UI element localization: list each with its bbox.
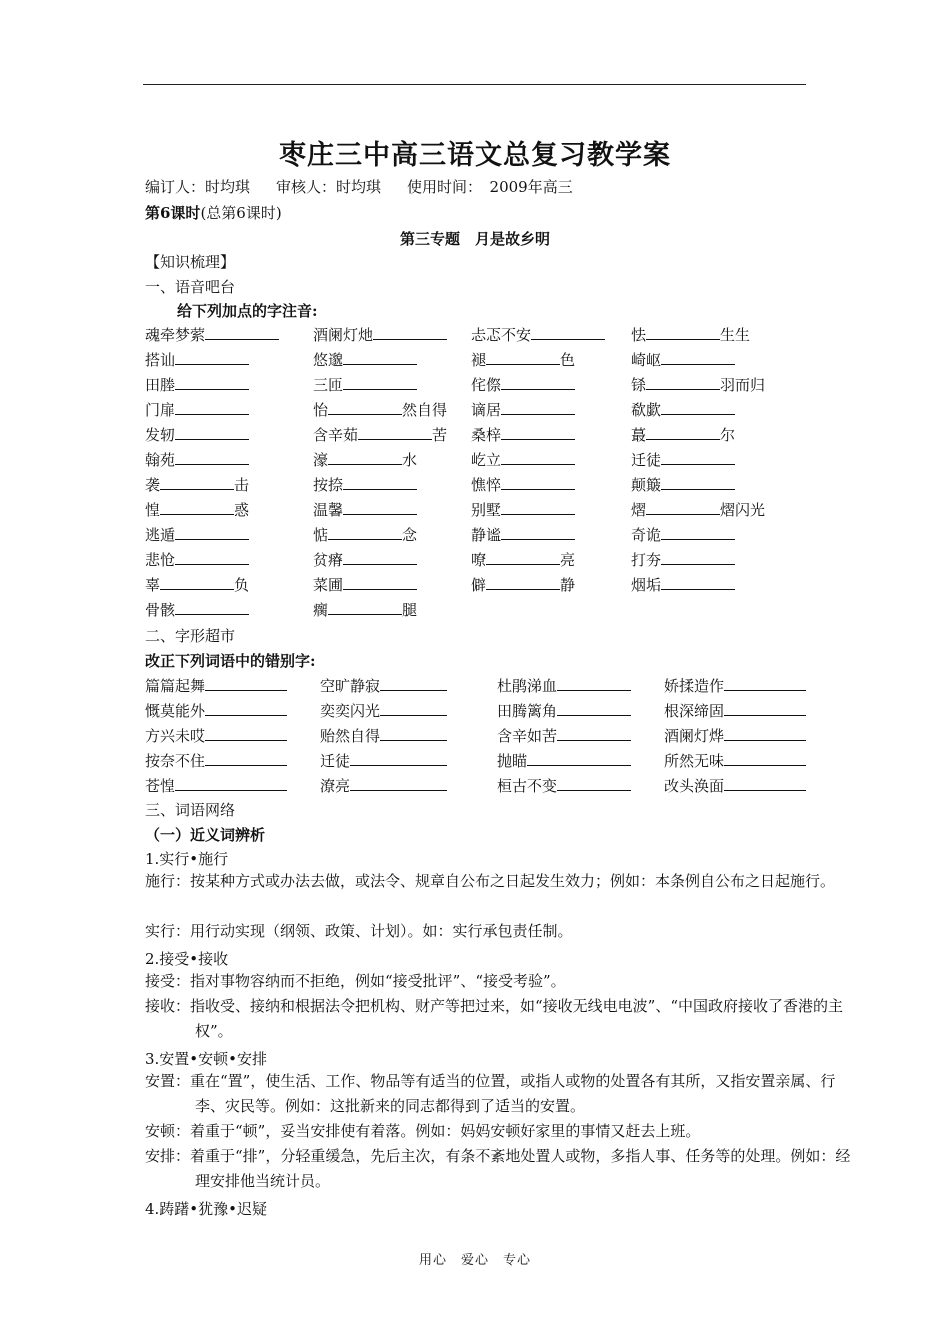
word-suffix: 羽而归 (720, 376, 766, 394)
typo-item (497, 675, 631, 697)
answer-blank[interactable] (380, 700, 447, 716)
word-text: 奇诡 (631, 526, 662, 544)
section2-heading: 二、字形超市 (145, 627, 236, 645)
answer-blank[interactable] (175, 374, 249, 390)
word-text: 憔悴 (471, 476, 502, 494)
answer-blank[interactable] (160, 499, 234, 515)
answer-blank[interactable] (358, 424, 432, 440)
answer-blank[interactable] (531, 324, 605, 340)
word-text: 铩 (631, 376, 647, 394)
word-text: 袭 (145, 476, 161, 494)
answer-blank[interactable] (343, 374, 417, 390)
answer-blank[interactable] (328, 449, 402, 465)
word-text: 悠邈 (313, 351, 344, 369)
pinyin-item (313, 599, 417, 621)
pinyin-item (631, 499, 765, 521)
typo-item (664, 775, 806, 797)
word-text: 发轫 (145, 426, 176, 444)
pinyin-item (631, 574, 735, 596)
answer-blank[interactable] (501, 374, 575, 390)
word-text: 辜 (145, 576, 161, 594)
pinyin-item (471, 424, 575, 446)
answer-blank[interactable] (205, 675, 287, 691)
pinyin-item (631, 449, 735, 471)
word-suffix: 苦 (432, 426, 448, 444)
pinyin-item (145, 474, 249, 496)
word-suffix: 熠闪光 (720, 501, 766, 519)
word-text: 惦 (313, 526, 329, 544)
word-text: 怡 (313, 401, 329, 419)
typo-item (320, 675, 447, 697)
answer-blank[interactable] (661, 524, 735, 540)
word-text: 田塍 (145, 376, 176, 394)
word-text: 静谧 (471, 526, 502, 544)
answer-blank[interactable] (501, 474, 575, 490)
knowledge-heading: 【知识梳理】 (145, 253, 236, 271)
word-suffix: 惑 (234, 501, 250, 519)
pinyin-item (145, 349, 249, 371)
pinyin-item (145, 424, 249, 446)
word-suffix: 色 (560, 351, 576, 369)
answer-blank[interactable] (661, 574, 735, 590)
word-text: 翰苑 (145, 451, 176, 469)
editor: 编订人：时均琪 (145, 178, 251, 196)
pinyin-item (313, 449, 417, 471)
word-text: 含辛茹 (313, 426, 359, 444)
answer-blank[interactable] (501, 524, 575, 540)
page-footer: 用心 爱心 专心 (418, 1253, 531, 1268)
answer-blank[interactable] (160, 474, 234, 490)
pinyin-item (145, 574, 249, 596)
pinyin-item (313, 574, 417, 596)
pinyin-item (471, 324, 605, 346)
pinyin-item (145, 399, 249, 421)
answer-blank[interactable] (724, 725, 806, 741)
word-text: 慨莫能外 (145, 702, 206, 720)
pinyin-item (313, 374, 417, 396)
synonym-group-title: 3.安置•安顿•安排 (145, 1050, 268, 1068)
pinyin-item (471, 549, 575, 571)
answer-blank[interactable] (175, 399, 249, 415)
answer-blank[interactable] (557, 775, 631, 791)
pinyin-item (145, 449, 249, 471)
word-text: 贫瘠 (313, 551, 344, 569)
answer-blank[interactable] (501, 499, 575, 515)
answer-blank[interactable] (724, 700, 806, 716)
word-text: 田腾篱角 (497, 702, 558, 720)
definition-text: 安置：重在“置”，使生活、工作、物品等有适当的位置，或指人或物的处置各有其所，又指安置亲属、行李、灾民等。例如：这批新来的同志都得到了适当的安置。 (145, 1072, 836, 1115)
answer-blank[interactable] (175, 549, 249, 565)
answer-blank[interactable] (557, 675, 631, 691)
answer-blank[interactable] (343, 474, 417, 490)
pinyin-item (471, 449, 575, 471)
typo-item (145, 750, 287, 772)
answer-blank[interactable] (661, 474, 735, 490)
answer-blank[interactable] (373, 324, 447, 340)
word-text: 桓古不变 (497, 777, 558, 795)
answer-blank[interactable] (646, 374, 720, 390)
word-text: 方兴未哎 (145, 727, 206, 745)
lesson-line (145, 202, 282, 223)
synonym-group-title: 1.实行•施行 (145, 850, 229, 868)
answer-blank[interactable] (661, 449, 735, 465)
answer-blank[interactable] (501, 449, 575, 465)
word-text: 酒阑灯灺 (313, 326, 374, 344)
pinyin-item (471, 474, 575, 496)
pinyin-item (471, 499, 575, 521)
pinyin-item (631, 324, 750, 346)
word-text: 温馨 (313, 501, 344, 519)
word-text: 侘傺 (471, 376, 502, 394)
synonym-group-title: 2.接受•接收 (145, 950, 229, 968)
word-suffix: 亮 (560, 551, 576, 569)
typo-item (497, 725, 631, 747)
word-text: 欷歔 (631, 401, 662, 419)
pinyin-item (313, 524, 417, 546)
top-rule (143, 84, 806, 85)
word-text: 杜鹃涕血 (497, 677, 558, 695)
word-suffix: 尔 (720, 426, 736, 444)
word-text: 逃遁 (145, 526, 176, 544)
definition-text: 安排：着重于“排”，分轻重缓急，先后主次，有条不紊地处置人或物，多指人事、任务等的处理。例如：经理安排他当统计员。 (145, 1147, 851, 1190)
word-text: 含辛如苦 (497, 727, 558, 745)
pinyin-item (631, 424, 735, 446)
pinyin-item (631, 474, 735, 496)
pinyin-item (471, 349, 575, 371)
word-text: 魂牵梦萦 (145, 326, 206, 344)
answer-blank[interactable] (724, 750, 806, 766)
section1-heading: 一、语音吧台 (145, 278, 236, 296)
word-text: 按捺 (313, 476, 344, 494)
answer-blank[interactable] (205, 725, 287, 741)
word-text: 蕞 (631, 426, 647, 444)
word-text: 菜圃 (313, 576, 344, 594)
word-text: 僻 (471, 576, 487, 594)
answer-blank[interactable] (175, 424, 249, 440)
pinyin-item (145, 374, 249, 396)
word-suffix: 击 (234, 476, 250, 494)
pinyin-item (313, 499, 417, 521)
answer-blank[interactable] (646, 499, 720, 515)
answer-blank[interactable] (724, 775, 806, 791)
word-text: 怯 (631, 326, 647, 344)
answer-blank[interactable] (661, 549, 735, 565)
word-text: 门扉 (145, 401, 176, 419)
usage-time: 使用时间： 2009年高三 (407, 178, 573, 196)
word-text: 惶 (145, 501, 161, 519)
typo-item (320, 750, 447, 772)
pinyin-item (313, 424, 447, 446)
answer-blank[interactable] (501, 424, 575, 440)
word-text: 桑梓 (471, 426, 502, 444)
typo-item (320, 725, 447, 747)
pinyin-item (313, 549, 417, 571)
pinyin-item (471, 399, 575, 421)
typo-item (145, 675, 287, 697)
word-text: 濠 (313, 451, 329, 469)
word-text: 嘹 (471, 551, 487, 569)
word-text: 崎岖 (631, 351, 662, 369)
section1-instruction: 给下列加点的字注音: (177, 302, 318, 320)
word-text: 根深缔固 (664, 702, 725, 720)
definition-text: 接受：指对事物容纳而不拒绝，例如“接受批评”、“接受考验”。 (145, 972, 566, 990)
answer-blank[interactable] (160, 574, 234, 590)
pinyin-item (313, 474, 417, 496)
typo-item (497, 700, 631, 722)
pinyin-item (145, 524, 249, 546)
typo-item (320, 775, 447, 797)
answer-blank[interactable] (350, 775, 447, 791)
pinyin-item (145, 549, 249, 571)
word-text: 悲怆 (145, 551, 176, 569)
word-text: 瘸 (313, 601, 329, 619)
section2-instruction: 改正下列词语中的错别字: (145, 652, 316, 670)
answer-blank[interactable] (175, 599, 249, 615)
answer-blank[interactable] (175, 524, 249, 540)
meta-line (145, 176, 573, 197)
word-text: 别墅 (471, 501, 502, 519)
pinyin-item (631, 399, 735, 421)
typo-item (145, 700, 287, 722)
answer-blank[interactable] (380, 675, 447, 691)
word-text: 骨骸 (145, 601, 176, 619)
answer-blank[interactable] (486, 574, 560, 590)
typo-item (497, 775, 631, 797)
answer-blank[interactable] (350, 750, 447, 766)
lesson-total: (总第6课时) (200, 204, 282, 222)
word-text: 娇揉造作 (664, 677, 725, 695)
word-suffix: 静 (560, 576, 576, 594)
definition-text: 安顿：着重于“顿”，妥当安排使有着落。例如：妈妈安顿好家里的事情又赶去上班。 (145, 1122, 701, 1140)
typo-item (320, 700, 447, 722)
word-suffix: 念 (402, 526, 418, 544)
answer-blank[interactable] (557, 725, 631, 741)
answer-blank[interactable] (661, 349, 735, 365)
answer-blank[interactable] (175, 775, 287, 791)
answer-blank[interactable] (343, 499, 417, 515)
pinyin-item (631, 374, 765, 396)
word-text: 篇篇起舞 (145, 677, 206, 695)
word-text: 褪 (471, 351, 487, 369)
document-title: 枣庄三中高三语文总复习教学案 (279, 140, 671, 171)
word-text: 贻然自得 (320, 727, 381, 745)
answer-blank[interactable] (343, 349, 417, 365)
word-suffix: 生生 (720, 326, 751, 344)
word-text: 空旷静寂 (320, 677, 381, 695)
word-text: 屹立 (471, 451, 502, 469)
word-text: 颠簸 (631, 476, 662, 494)
pinyin-item (631, 349, 735, 371)
answer-blank[interactable] (661, 399, 735, 415)
word-suffix: 然自得 (402, 401, 448, 419)
word-text: 改头涣面 (664, 777, 725, 795)
typo-item (497, 750, 631, 772)
answer-blank[interactable] (328, 399, 402, 415)
pinyin-item (471, 374, 575, 396)
synonym-group-title: 4.踌躇•犹豫•迟疑 (145, 1200, 268, 1218)
word-text: 迁徒 (631, 451, 662, 469)
answer-blank[interactable] (328, 524, 402, 540)
word-text: 打夯 (631, 551, 662, 569)
typo-item (145, 725, 287, 747)
answer-blank[interactable] (486, 549, 560, 565)
word-suffix: 负 (234, 576, 250, 594)
answer-blank[interactable] (343, 574, 417, 590)
word-text: 所然无味 (664, 752, 725, 770)
typo-item (145, 775, 287, 797)
word-text: 酒阑灯烨 (664, 727, 725, 745)
answer-blank[interactable] (527, 750, 631, 766)
topic-title: 第三专题 月是故乡明 (399, 230, 550, 248)
word-text: 苍惶 (145, 777, 176, 795)
answer-blank[interactable] (328, 599, 402, 615)
pinyin-item (631, 524, 735, 546)
answer-blank[interactable] (646, 324, 720, 340)
pinyin-item (631, 549, 735, 571)
word-text: 谪居 (471, 401, 502, 419)
section3-subheading: （一）近义词辨析 (145, 826, 266, 844)
answer-blank[interactable] (175, 349, 249, 365)
pinyin-item (313, 349, 417, 371)
typo-item (664, 700, 806, 722)
lesson-number: 第6课时 (145, 204, 201, 222)
word-text: 熠 (631, 501, 647, 519)
pinyin-item (471, 574, 575, 596)
word-suffix: 水 (402, 451, 418, 469)
pinyin-item (145, 499, 249, 521)
answer-blank[interactable] (205, 750, 287, 766)
word-text: 按奈不住 (145, 752, 206, 770)
word-text: 搭讪 (145, 351, 176, 369)
answer-blank[interactable] (486, 349, 560, 365)
answer-blank[interactable] (646, 424, 720, 440)
pinyin-item (145, 324, 279, 346)
answer-blank[interactable] (380, 725, 447, 741)
pinyin-item (145, 599, 249, 621)
typo-item (664, 750, 806, 772)
answer-blank[interactable] (175, 449, 249, 465)
answer-blank[interactable] (205, 324, 279, 340)
reviewer: 审核人：时均琪 (276, 178, 382, 196)
word-text: 烟垢 (631, 576, 662, 594)
typo-item (664, 675, 806, 697)
pinyin-item (471, 524, 575, 546)
answer-blank[interactable] (724, 675, 806, 691)
answer-blank[interactable] (343, 549, 417, 565)
word-text: 抛瞄 (497, 752, 528, 770)
answer-blank[interactable] (501, 399, 575, 415)
word-text: 潦亮 (320, 777, 351, 795)
word-text: 三匝 (313, 376, 344, 394)
pinyin-item (313, 324, 447, 346)
word-suffix: 腿 (402, 601, 418, 619)
word-text: 迁徒 (320, 752, 351, 770)
answer-blank[interactable] (205, 700, 287, 716)
definition-text: 施行：按某种方式或办法去做，或法令、规章自公布之日起发生效力；例如：本条例自公布之日起施行。 (145, 872, 836, 890)
answer-blank[interactable] (557, 700, 631, 716)
word-text: 奕奕闪光 (320, 702, 381, 720)
typo-item (664, 725, 806, 747)
word-text: 忐忑不安 (471, 326, 532, 344)
definition-text: 接收：指收受、接纳和根据法令把机构、财产等把过来，如“接收无线电电波”、“中国政府接收了香港的主权”。 (145, 997, 844, 1040)
section3-heading: 三、词语网络 (145, 801, 236, 819)
pinyin-item (313, 399, 447, 421)
definition-text: 实行：用行动实现（纲领、政策、计划）。如：实行承包责任制。 (145, 922, 573, 940)
